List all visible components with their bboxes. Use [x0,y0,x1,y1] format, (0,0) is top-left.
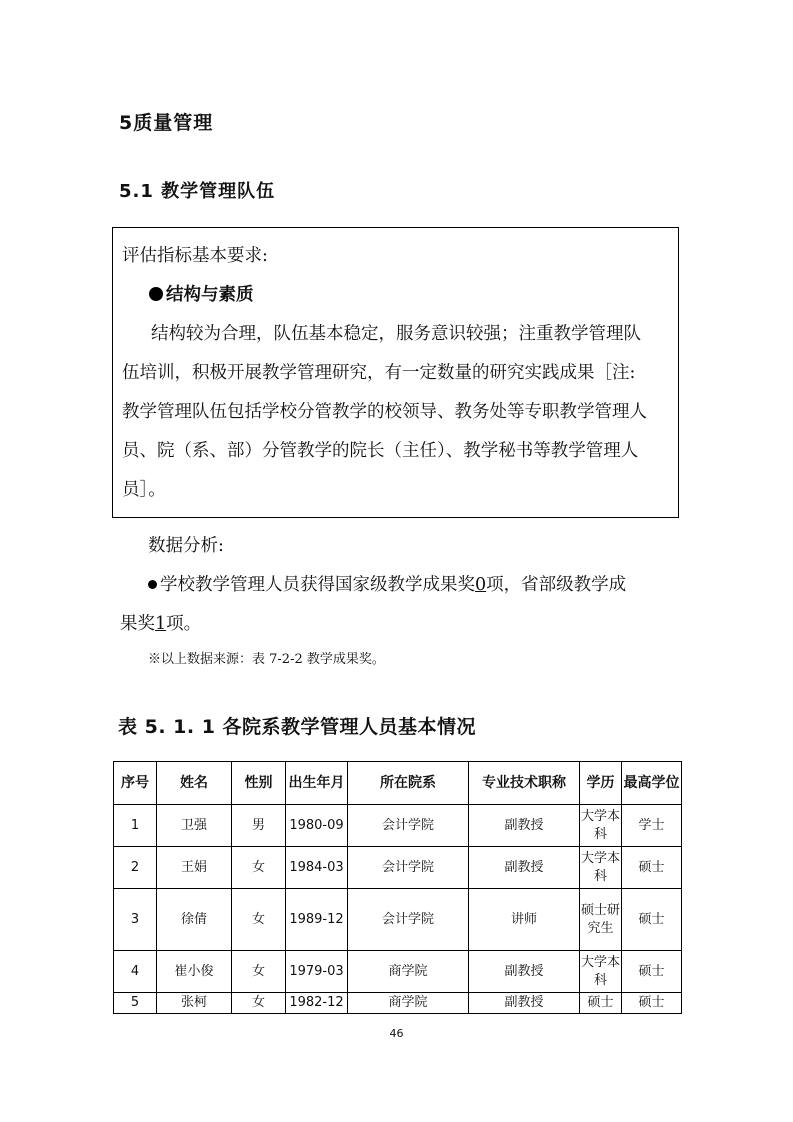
cell-education: 大学本科 [580,951,622,993]
bullet-icon [148,580,157,589]
cell-name: 崔小俊 [157,951,232,993]
cell-education: 硕士研究生 [580,889,622,951]
cell-department: 会计学院 [348,889,469,951]
requirements-label: 评估指标基本要求: [122,246,268,266]
cell-degree: 学士 [622,805,682,847]
table-row [114,951,682,993]
cell-birth: 1982-12 [286,993,348,1014]
header-name: 姓名 [157,762,232,805]
requirements-line-2: 伍培训，积极开展教学管理研究，有一定数量的研究实践成果［注: [122,363,636,383]
header-index: 序号 [114,762,157,805]
data-source-note: ※以上数据来源：表 7-2-2 教学成果奖。 [148,652,385,667]
cell-education: 大学本科 [580,805,622,847]
national-award-count: 0 [475,575,487,595]
cell-title: 副教授 [469,993,580,1014]
cell-education: 硕士 [580,993,622,1014]
table-header-row [114,762,682,805]
cell-gender: 女 [232,951,286,993]
table-row [114,889,682,951]
cell-name: 卫强 [157,805,232,847]
requirements-line-3: 教学管理队伍包括学校分管教学的校领导、教务处等专职教学管理人 [122,402,647,422]
requirements-line-5: 员］。 [122,480,166,500]
header-education: 学历 [580,762,622,805]
cell-name: 徐倩 [157,889,232,951]
cell-name: 张柯 [157,993,232,1014]
cell-degree: 硕士 [622,951,682,993]
header-gender: 性别 [232,762,286,805]
cell-index: 2 [114,847,157,889]
cell-gender: 女 [232,993,286,1014]
cell-title: 副教授 [469,805,580,847]
requirements-item-title: 结构与素质 [149,281,254,306]
cell-gender: 男 [232,805,286,847]
cell-degree: 硕士 [622,993,682,1014]
provincial-award-count: 1 [155,614,167,634]
header-degree: 最高学位 [622,762,682,805]
requirements-box [112,227,679,518]
header-birth: 出生年月 [286,762,348,805]
cell-birth: 1979-03 [286,951,348,993]
cell-birth: 1980-09 [286,805,348,847]
bullet-icon [149,287,163,301]
cell-gender: 女 [232,847,286,889]
cell-department: 商学院 [348,951,469,993]
cell-name: 王娟 [157,847,232,889]
cell-degree: 硕士 [622,847,682,889]
analysis-line-1: 学校教学管理人员获得国家级教学成果奖0项，省部级教学成 [148,571,626,596]
cell-education: 大学本科 [580,847,622,889]
cell-degree: 硕士 [622,889,682,951]
staff-table [113,761,682,1014]
header-title: 专业技术职称 [469,762,580,805]
requirements-line-1: 结构较为合理，队伍基本稳定，服务意识较强；注重教学管理队 [151,324,641,344]
cell-index: 1 [114,805,157,847]
table-row [114,805,682,847]
cell-birth: 1989-12 [286,889,348,951]
cell-title: 副教授 [469,847,580,889]
section-heading: 5质量管理 [119,112,214,134]
cell-index: 4 [114,951,157,993]
cell-birth: 1984-03 [286,847,348,889]
requirements-line-4: 员、院（系、部）分管教学的院长（主任）、教学秘书等教学管理人 [122,441,639,461]
analysis-line-2: 果奖1项。 [120,614,202,634]
cell-title: 讲师 [469,889,580,951]
table-row [114,993,682,1014]
subsection-heading: 5.1 教学管理队伍 [119,181,276,202]
cell-index: 3 [114,889,157,951]
table-title: 表 5. 1. 1 各院系教学管理人员基本情况 [118,716,477,738]
analysis-label: 数据分析: [148,536,224,556]
cell-gender: 女 [232,889,286,951]
header-department: 所在院系 [348,762,469,805]
cell-department: 会计学院 [348,805,469,847]
cell-title: 副教授 [469,951,580,993]
cell-department: 会计学院 [348,847,469,889]
cell-index: 5 [114,993,157,1014]
cell-department: 商学院 [348,993,469,1014]
table-row [114,847,682,889]
page-number: 46 [389,1027,404,1040]
